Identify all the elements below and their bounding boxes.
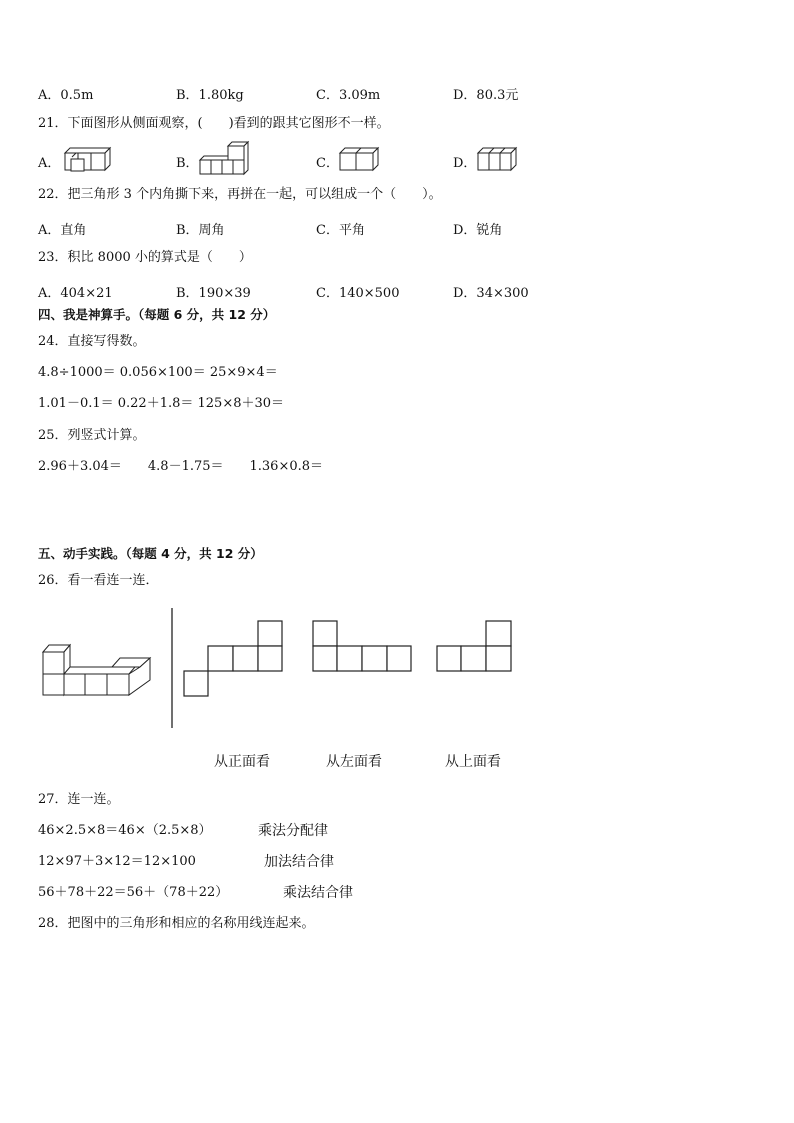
q26-view-grid-3 (436, 620, 514, 674)
q27-expression-2: 12×97＋3×12＝12×100 (38, 854, 196, 869)
q26-view-grid-1 (183, 620, 285, 698)
option-d: D．34×300 (453, 286, 529, 301)
option-a: A．直角 (38, 223, 87, 238)
q27-law-1: 乘法分配律 (258, 823, 328, 839)
q21-stem: 21．下面图形从侧面观察，( )看到的跟其它图形不一样。 (38, 116, 390, 131)
q26-view-grid-2 (312, 620, 414, 674)
q27-law-3: 乘法结合律 (283, 885, 353, 901)
q26-stem: 26．看一看连一连． (38, 573, 159, 588)
q21-option-d-label: D． (453, 156, 477, 171)
q21-figure-a (60, 145, 110, 173)
q21-option-b-label: B． (176, 156, 199, 171)
view-label-top: 从上面看 (445, 754, 501, 770)
option-d: D．锐角 (453, 223, 503, 238)
q24-row-2: 1.01－0.1＝ 0.22＋1.8＝ 125×8＋30＝ (38, 396, 285, 411)
q23-stem: 23．积比 8000 小的算式是（ ） (38, 250, 252, 265)
q24-row-1: 4.8÷1000＝ 0.056×100＝ 25×9×4＝ (38, 365, 278, 380)
q21-figure-b (200, 140, 250, 176)
q28-stem: 28．把图中的三角形和相应的名称用线连起来。 (38, 916, 315, 931)
q27-stem: 27．连一连。 (38, 792, 120, 807)
option-c: C．140×500 (316, 286, 400, 301)
option-c: C．3.09m (316, 88, 381, 103)
q21-option-a-label: A． (38, 156, 61, 171)
view-label-front: 从正面看 (214, 754, 270, 770)
q21-option-c-label: C． (316, 156, 339, 171)
q27-law-2: 加法结合律 (264, 854, 334, 870)
q21-figure-c (338, 145, 380, 173)
section-4-title: 四、我是神算手。（每题 6 分，共 12 分） (38, 307, 276, 322)
option-b: B．190×39 (176, 286, 251, 301)
q25-row: 2.96＋3.04＝ 4.8－1.75＝ 1.36×0.8＝ (38, 459, 324, 474)
q22-stem: 22．把三角形 3 个内角撕下来，再拼在一起，可以组成一个（ ）。 (38, 187, 442, 202)
q24-stem: 24．直接写得数。 (38, 334, 146, 349)
option-a: A．404×21 (38, 286, 113, 301)
section-5-title: 五、动手实践。（每题 4 分，共 12 分） (38, 546, 263, 561)
option-c: C．平角 (316, 223, 365, 238)
q27-expression-1: 46×2.5×8＝46×（2.5×8） (38, 823, 212, 838)
q21-figure-d (476, 145, 518, 173)
view-label-left: 从左面看 (326, 754, 382, 770)
option-d: D．80.3元 (453, 88, 519, 103)
option-b: B．周角 (176, 223, 225, 238)
option-b: B．1.80kg (176, 88, 244, 103)
q27-expression-3: 56＋78＋22＝56＋（78＋22） (38, 885, 229, 900)
q26-divider (170, 608, 176, 730)
q26-solid-figure (40, 640, 155, 700)
q25-stem: 25．列竖式计算。 (38, 428, 146, 443)
option-a: A．0.5m (38, 88, 94, 103)
